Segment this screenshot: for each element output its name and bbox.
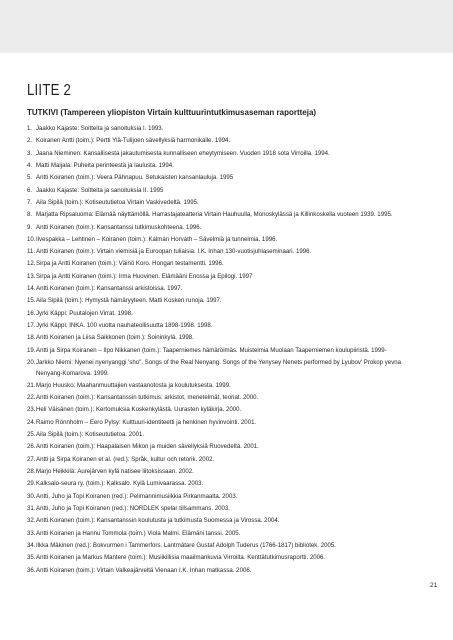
item-number: 10.	[27, 235, 36, 243]
item-number: 28.	[27, 468, 36, 476]
list-item	[27, 430, 427, 441]
item-number: 32.	[27, 517, 36, 525]
item-number: 24.	[27, 418, 36, 426]
item-number: 19.	[27, 346, 36, 354]
publication-list	[27, 124, 427, 578]
item-text: Kalksalo-seura ry. (toim.): Kalksalo. Kylä Lumivaarassa. 2003.	[36, 480, 204, 488]
item-number: 4.	[27, 161, 33, 169]
list-item	[27, 136, 427, 147]
item-number: 26.	[27, 443, 36, 451]
list-item	[27, 504, 427, 515]
list-item	[27, 186, 427, 197]
item-text: Ilvespakka – Lehtinen – Koiranen (toim.): Kálmán Horváth – Sävelmiä ja tunnelmia. 1996.	[36, 235, 278, 243]
item-number: 25.	[27, 431, 36, 439]
item-number: 12.	[27, 260, 36, 268]
item-number: 23.	[27, 406, 36, 414]
item-text: Aila Sipilä (toim.): Kotiseututietoa. 2001.	[36, 431, 145, 439]
item-number: 18.	[27, 334, 36, 342]
list-item	[27, 566, 427, 577]
list-item	[27, 149, 427, 160]
item-text: Antti Koiranen ja Hannu Tommola (toim.) Viola Malmi. Elämäni tanssi. 2005.	[36, 529, 241, 537]
item-number: 7.	[27, 198, 33, 206]
list-item	[27, 405, 427, 416]
item-number: 35.	[27, 554, 36, 562]
item-text: Heli Väisänen (toim.): Kertomuksia Koskenkylästä. Uurasten kyläkirja. 2000.	[36, 406, 242, 414]
item-text: Marjo Heikkilä: Aurejärven kylä natisee liitoksissaan. 2002.	[36, 468, 194, 476]
list-item	[27, 541, 427, 552]
list-item	[27, 284, 427, 295]
item-number: 34.	[27, 541, 36, 549]
list-item	[27, 296, 427, 307]
item-number: 3.	[27, 149, 33, 157]
item-text: Antti Koiranen (toim.): Kansantanssi tutkimuskohteena. 1996.	[36, 223, 202, 231]
item-text: Aila Sipilä (toim.): Hymystä hämäryyteen. Matti Kosken runoja. 1997.	[36, 297, 222, 305]
list-item	[27, 393, 427, 404]
list-item	[27, 455, 427, 466]
item-text: Jyrki Käppi: INKA. 100 vuotta nauhateollisuutta 1898-1998. 1998.	[36, 322, 213, 329]
list-item	[27, 259, 427, 270]
list-item	[27, 467, 427, 478]
list-item	[27, 479, 427, 490]
item-number: 5.	[27, 174, 33, 182]
item-text: Marjatta Ripsaluoma: Elämää näyttämöllä. Harrastajateatteria Virtain Hauhuulla, Monoskylässä ja Killinkoskella vuoteen 1939. 1995.	[36, 211, 393, 219]
item-number: 33.	[27, 529, 36, 537]
item-text: Ilkka Mäkinen (red.): Bokvurmen i Tammerfors. Lantmätare Gustaf Adolph Tuderus (1766-1817) bibliotek. 2005.	[36, 541, 336, 549]
item-number: 29.	[27, 480, 36, 488]
item-number: 8.	[27, 211, 33, 219]
header-band	[0, 0, 453, 53]
item-text: Antti Koiranen (toim.): Virtain viemisiä ja Euroopan tuliaisia. I.K. Inhan 130-vuotisjuhlaseminaari. 1996.	[36, 248, 312, 256]
list-item	[27, 516, 427, 527]
item-text: Antti Koiranen (toim.): Virtain Valkeajärveltä Vienaan I.K. Inhan matkassa. 2006.	[36, 566, 252, 574]
item-number: 15.	[27, 297, 36, 305]
item-number: 27.	[27, 455, 36, 463]
appendix-heading: LIITE 2	[27, 82, 72, 99]
item-number: 31.	[27, 504, 36, 512]
list-item	[27, 492, 427, 503]
list-item	[27, 321, 427, 332]
list-item	[27, 198, 427, 209]
item-text: Antti ja Sirpa Koiranen – Ilpo Nikkanen (toim.): Taaperniemes hämäröimäs. Muistelmia Muolaan Taaperniemen koulupiiristä. 1999-	[36, 346, 387, 354]
item-number: 20.	[27, 358, 36, 366]
list-item	[27, 247, 427, 258]
item-text: Antti Koiranen ja Liisa Saikkonen (toim.): Soininkylä. 1998.	[36, 334, 194, 342]
list-item	[27, 442, 427, 453]
list-item	[27, 381, 427, 392]
item-text: Antti Koiranen (toim.): Kansantanssi arkistoissa. 1997.	[36, 285, 183, 293]
list-item	[27, 272, 427, 283]
item-number: 2.	[27, 137, 33, 145]
item-text: Jaakko Kajaste: Soitteita ja sanoituksia I. 1993.	[36, 125, 164, 132]
item-text: Antti Koiranen ja Markus Mantere (toim.): Musiikillisia maailmankuvia Virroilta. Kenttätutkimusraportti. 2006.	[36, 554, 326, 562]
item-text: Antti Koiranen (toim.): Kansantanssin tutkimus: arkistot, menetelmät, teoriat. 2000.	[36, 394, 259, 402]
item-number: 16.	[27, 309, 36, 317]
series-title: TUTKIVI (Tampereen yliopiston Virtain kulttuurintutkimusaseman raportteja)	[27, 108, 317, 117]
list-item	[27, 529, 427, 540]
item-text: Antti Koiranen (toim.): Haapalaisen Mikon ja muiden sävellyksiä Ruovedeltä. 2001.	[36, 443, 259, 451]
item-number: 14.	[27, 285, 36, 293]
item-text: Matti Maijala: Puheita perinteestä ja laulusta. 1994.	[36, 161, 174, 169]
item-text: Antti, Juho ja Topi Koiranen (red.): Pelimannimusiikkia Pirkanmaalta. 2003.	[36, 492, 238, 500]
item-text: Raimo Rönnholm – Eero Pylsy: Kulttuuri-identiteetti ja henkinen hyvinvointi. 2001.	[36, 418, 257, 426]
list-item	[27, 223, 427, 234]
page-number: 21	[430, 582, 438, 589]
item-number: 17.	[27, 322, 36, 329]
list-item	[27, 553, 427, 564]
item-text: Jarkko Niemi: Nyenei nyenyanggi 'sho". Songs of the Real Nenyang. Songs of the Yenysey Nenets performed by Lyubov' Prokop yevna Nenyang-Komarova. 1999.	[36, 358, 402, 377]
item-number: 13.	[27, 272, 36, 280]
item-number: 9.	[27, 223, 33, 231]
list-item	[27, 358, 427, 379]
item-text: Antti ja Sirpa Koiranen et al. (red.): Språk, kultur och retorik. 2002.	[36, 455, 215, 463]
item-number: 11.	[27, 248, 36, 256]
item-text: Antti Koiranen (toim.): Veera Pähnapuu. Setukaisten kansanlauluja. 1995	[36, 174, 234, 182]
item-text: Sirpa ja Antti Koiranen (toim.): Väinö Koro. Hongan testamentti. 1996.	[36, 260, 224, 268]
item-text: Jaakko Kajaste: Soitteita ja sanoituksia II. 1995	[36, 186, 164, 194]
list-item	[27, 235, 427, 246]
list-item	[27, 309, 427, 320]
list-item	[27, 346, 427, 357]
item-text: Jaana Nieminen: Kansallisesta jakautumisesta kunnalliseen eheytymiseen. Vuoden 1918 sota Virroilla. 1994.	[36, 149, 330, 157]
list-item	[27, 333, 427, 344]
item-number: 21.	[27, 381, 36, 389]
item-text: Sirpa ja Antti Koiranen (toim.): Irma Huovinen. Elämääni Enossa ja Epilogi. 1997	[36, 272, 253, 280]
item-number: 30.	[27, 492, 36, 500]
item-text: Antti, Juho ja Topi Koiranen (red.): NORDLEK spelar tillsammans. 2003.	[36, 504, 230, 512]
item-text: Aila Sipilä (toim.): Kotiseututietoa Virtain Vaskivedeltä. 1995.	[36, 198, 199, 206]
item-text: Jyrki Käppi: Puutalojen Virrat. 1998.	[36, 309, 133, 317]
item-text: Koiranen Antti (toim.): Pertti Ylä-Tulijoen sävellyksiä harmonikalle. 1994.	[36, 137, 231, 145]
item-number: 36.	[27, 566, 36, 574]
list-item	[27, 418, 427, 429]
list-item	[27, 161, 427, 172]
item-number: 1.	[27, 125, 33, 132]
list-item	[27, 124, 427, 135]
item-number: 22.	[27, 394, 36, 402]
item-text: Marjo Huusko: Maahanmuuttajien vastaanotosta ja koulutuksesta. 1999.	[36, 381, 231, 389]
list-item	[27, 210, 427, 221]
item-number: 6.	[27, 186, 33, 194]
item-text: Antti Koiranen (toim.): Kansantanssin koulutusta ja tutkimusta Suomessa ja Virossa. 2004.	[36, 517, 280, 525]
list-item	[27, 173, 427, 184]
